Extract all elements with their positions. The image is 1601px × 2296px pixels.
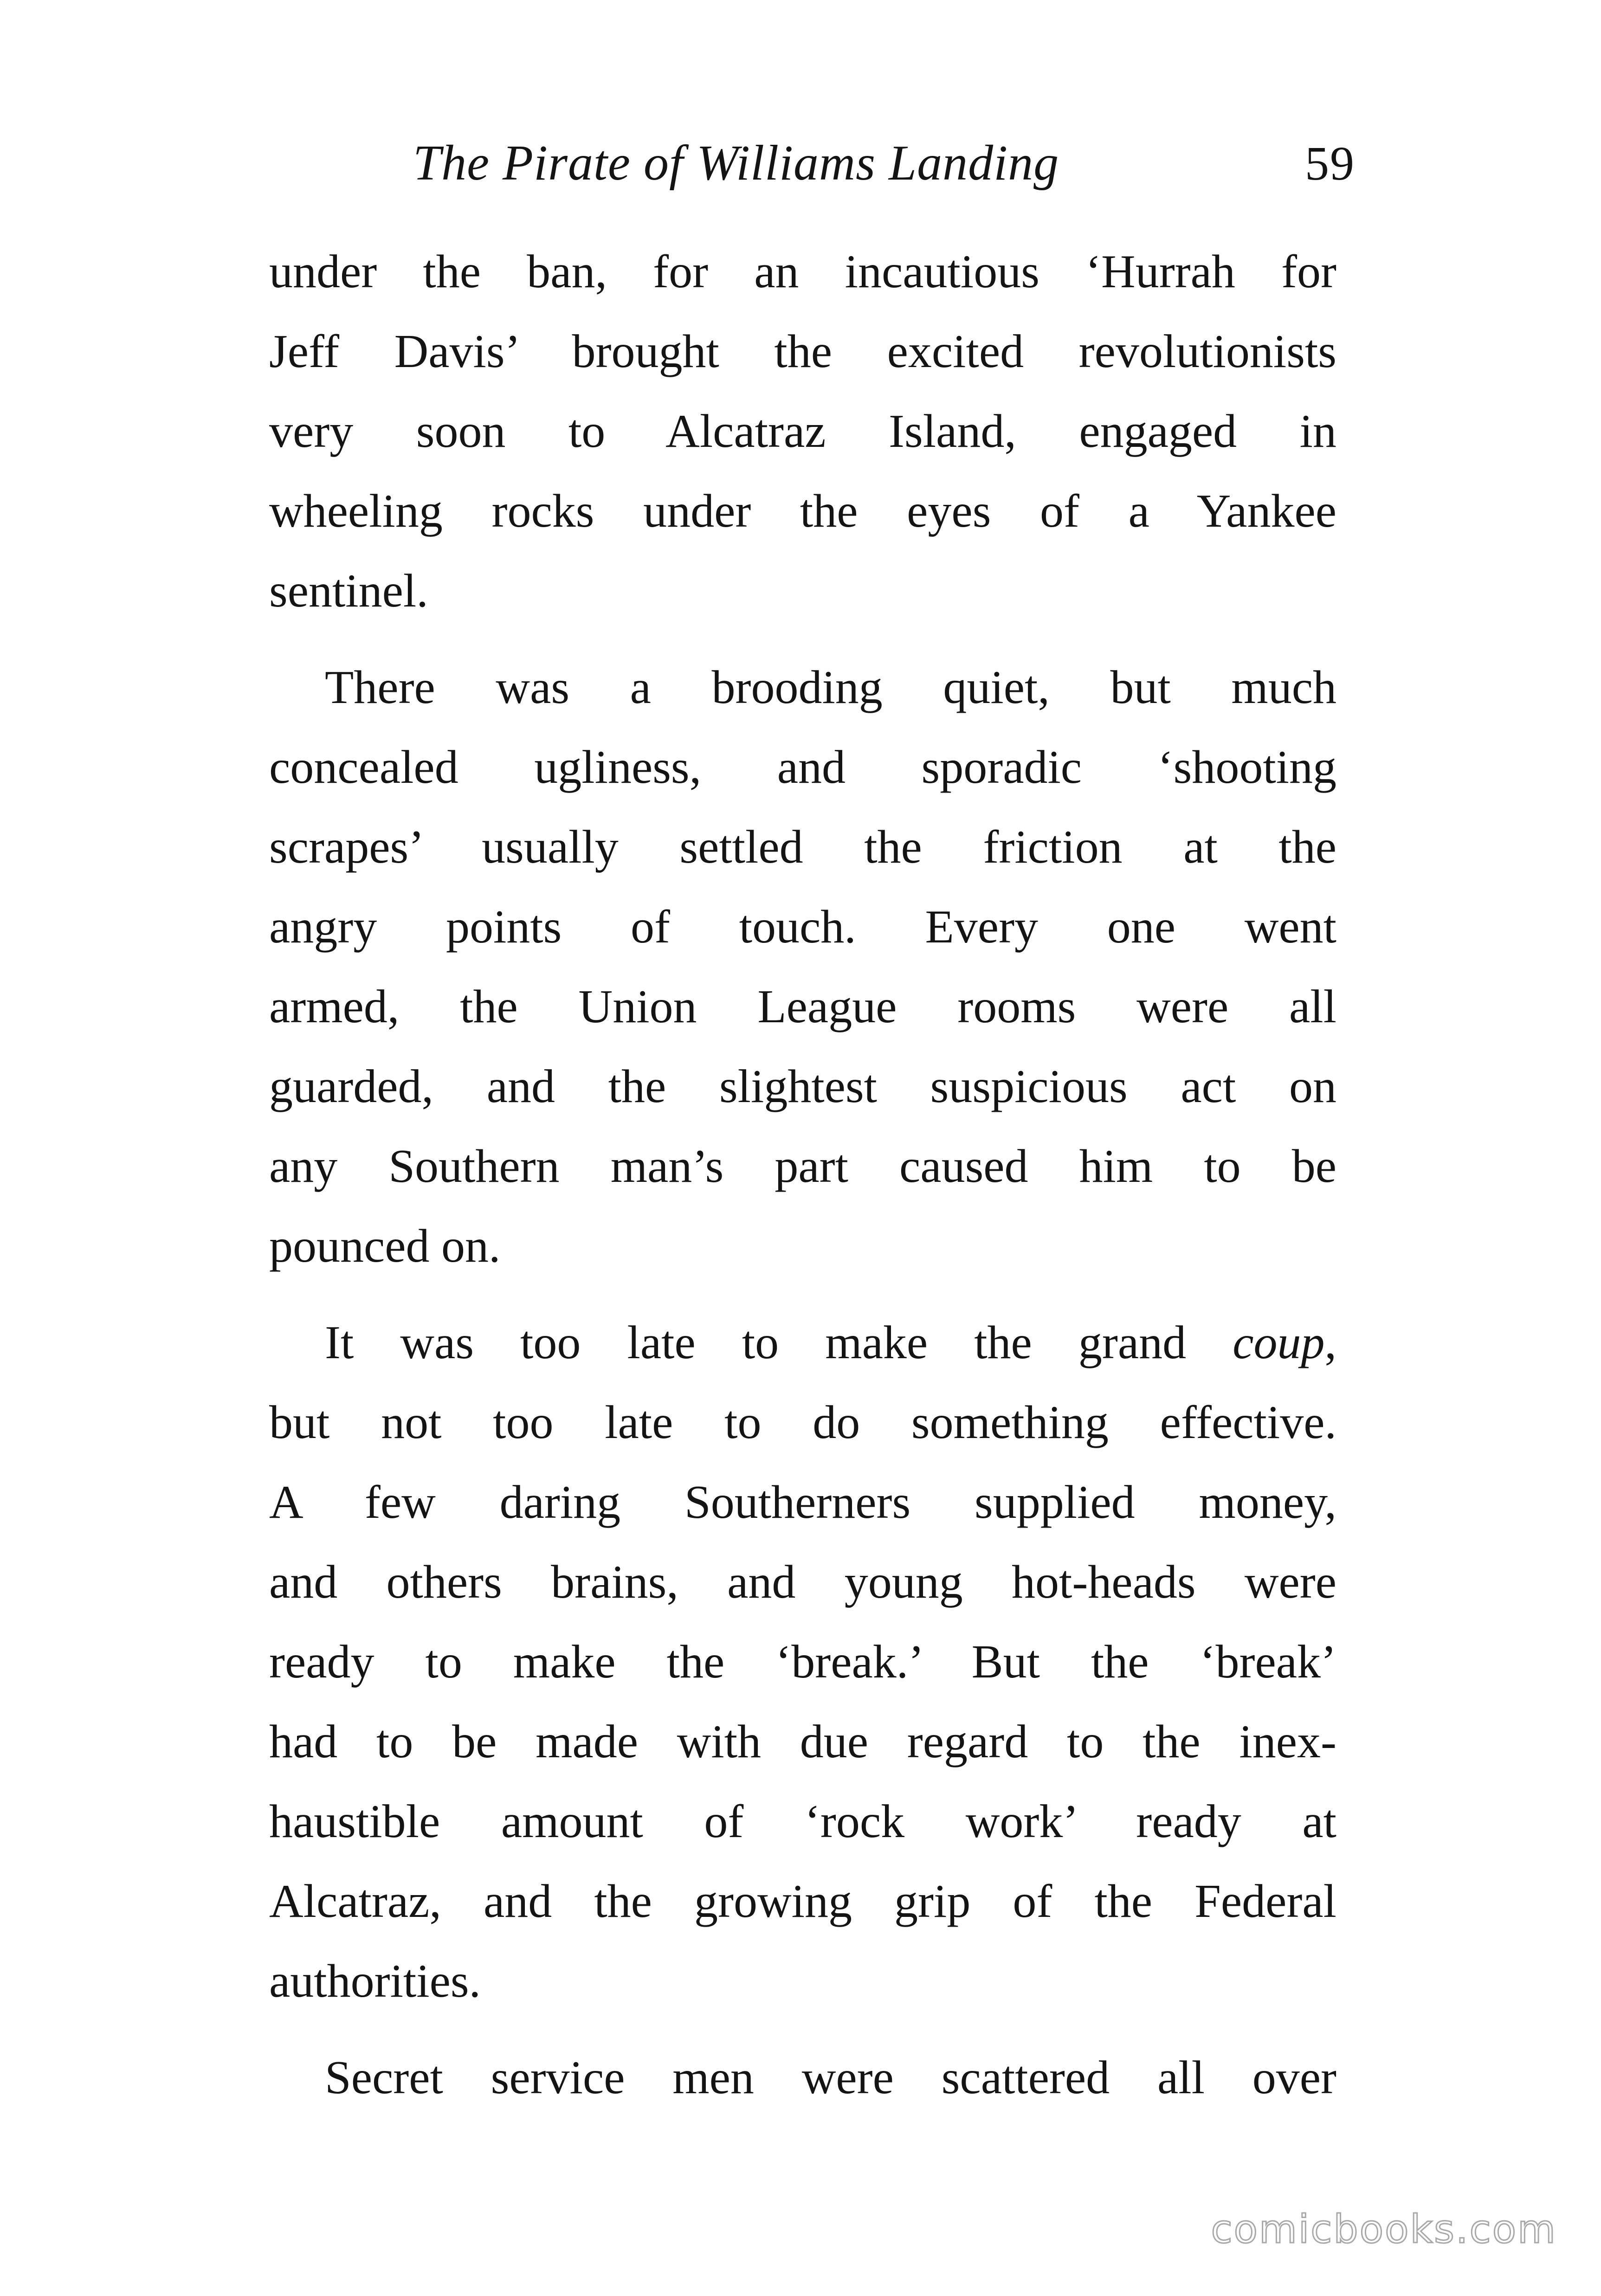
running-header: [413, 135, 1355, 218]
text-line: pounced on.: [269, 1220, 501, 1272]
text-line: under the ban, for an incautious ‘Hurrah for: [269, 245, 1336, 298]
text-line: ready to make the ‘break.’ But the ‘break’: [269, 1636, 1336, 1688]
first-line-punct: ,: [1324, 1316, 1336, 1369]
text-line: any Southern man’s part caused him to be: [269, 1140, 1336, 1193]
text-line: Alcatraz, and the growing grip of the Federal: [269, 1875, 1336, 1928]
text-line: but not too late to do something effective.: [269, 1396, 1336, 1449]
body-text: [269, 232, 1336, 2135]
paragraph-2: [269, 648, 1336, 1286]
text-line: There was a brooding quiet, but much: [325, 661, 1336, 714]
text-line: sentinel.: [269, 565, 428, 617]
text-line: [269, 1303, 1336, 1383]
text-line: armed, the Union League rooms were all: [269, 980, 1336, 1033]
text-line: scrapes’ usually settled the friction at the: [269, 821, 1336, 873]
text-line: had to be made with due regard to the inex-: [269, 1716, 1336, 1768]
paragraph-4: [269, 2038, 1336, 2118]
text-line: A few daring Southerners supplied money,: [269, 1476, 1336, 1529]
paragraph-1: [269, 232, 1336, 631]
text-line: and others brains, and young hot-heads were: [269, 1556, 1336, 1608]
page-number: 59: [1305, 137, 1355, 190]
watermark: comicbooks.com: [1211, 2206, 1557, 2252]
text-line: authorities.: [269, 1955, 481, 2007]
text-line: haustible amount of ‘rock work’ ready at: [269, 1795, 1336, 1848]
text-line: Secret service men were scattered all over: [325, 2051, 1336, 2104]
text-line: concealed ugliness, and sporadic ‘shooting: [269, 741, 1336, 793]
running-title: The Pirate of Williams Landing: [413, 135, 1059, 191]
italic-word: coup: [1233, 1316, 1325, 1369]
text-line: Jeff Davis’ brought the excited revolutionists: [269, 325, 1336, 378]
text-line: angry points of touch. Every one went: [269, 901, 1336, 953]
text-line: very soon to Alcatraz Island, engaged in: [269, 405, 1336, 458]
text-line: guarded, and the slightest suspicious act on: [269, 1060, 1336, 1113]
paragraph-3: [269, 1303, 1336, 2021]
first-line-text: It was too late to make the grand: [325, 1316, 1233, 1369]
text-line: wheeling rocks under the eyes of a Yankee: [269, 485, 1336, 537]
